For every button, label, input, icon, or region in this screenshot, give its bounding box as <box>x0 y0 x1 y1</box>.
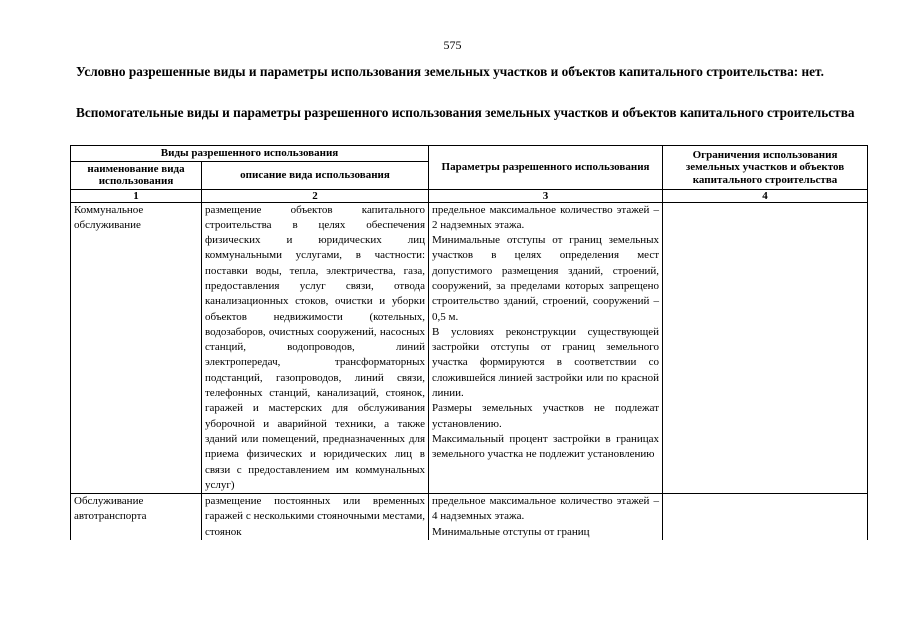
name-column-header: наименование вида использования <box>71 161 202 189</box>
table-row <box>71 494 868 540</box>
column-number: 3 <box>429 189 663 202</box>
permitted-uses-group-header: Виды разрешенного использования <box>71 146 429 162</box>
column-number-row <box>71 189 868 202</box>
use-name-cell: Обслуживание автотранспорта <box>71 494 202 540</box>
use-name-cell: Коммунальное обслуживание <box>71 202 202 494</box>
conditional-uses-heading: Условно разрешенные виды и параметры использования земельных участков и объектов капитального строительства: нет. <box>76 64 824 79</box>
use-description-cell: размещение объектов капитального строительства в целях обеспечения физических и юридических лиц коммунальными услугами, в частности: поставки воды, тепла, электричества, газа, предоставления услуг связи, отвода канализационных стоков, очистки и уборки объектов недвижимости (котельных, водозаборов, очистных сооружений, насосных станций, водопроводов, линий электропередач, трансформаторных подстанций, газопроводов, линий связи, телефонных станций, канализаций, стоянок, гаражей и мастерских для обслуживания уборочной и аварийной техники, а также зданий или помещений, предназначенных для приема физических и юридических лиц в связи с предоставлением им коммунальных услуг) <box>202 202 429 494</box>
param-paragraph: Максимальный процент застройки в границах земельного участка не подлежит установлению <box>432 432 660 461</box>
use-params-cell <box>429 494 663 540</box>
column-number: 4 <box>663 189 868 202</box>
column-number: 1 <box>71 189 202 202</box>
land-use-table <box>70 145 868 540</box>
params-column-header: Параметры разрешенного использования <box>429 146 663 190</box>
use-params-cell <box>429 202 663 494</box>
param-paragraph: Минимальные отступы от границ земельных участков в целях определения мест допустимого размещения зданий, строений, сооружений, за пределами которых запрещено строительство зданий, строений, сооружений – 0,5 м. <box>432 234 660 323</box>
param-paragraph: Размеры земельных участков не подлежат установлению. <box>432 402 660 430</box>
table-row <box>71 202 868 494</box>
param-paragraph: предельное максимальное количество этажей – 4 надземных этажа. <box>432 495 660 523</box>
use-restrictions-cell <box>663 494 868 540</box>
description-column-header: описание вида использования <box>202 161 429 189</box>
table-header-row <box>71 146 868 162</box>
param-paragraph: Минимальные отступы от границ <box>432 525 590 538</box>
param-paragraph: предельное максимальное количество этажей – 2 надземных этажа. <box>432 203 660 231</box>
use-restrictions-cell <box>663 202 868 494</box>
auxiliary-uses-heading: Вспомогательные виды и параметры разрешенного использования земельных участков и объектов капитального строительства <box>76 105 855 120</box>
column-number: 2 <box>202 189 429 202</box>
page-number: 575 <box>443 38 462 52</box>
param-paragraph: В условиях реконструкции существующей застройки отступы от границ земельного участка формируются в соответствии со сложившейся линией застройки или по красной линии. <box>432 325 660 400</box>
restrictions-column-header: Ограничения использования земельных участков и объектов капитального строительства <box>663 146 868 190</box>
use-description-cell: размещение постоянных или временных гаражей с несколькими стояночными местами, стоянок <box>202 494 429 540</box>
